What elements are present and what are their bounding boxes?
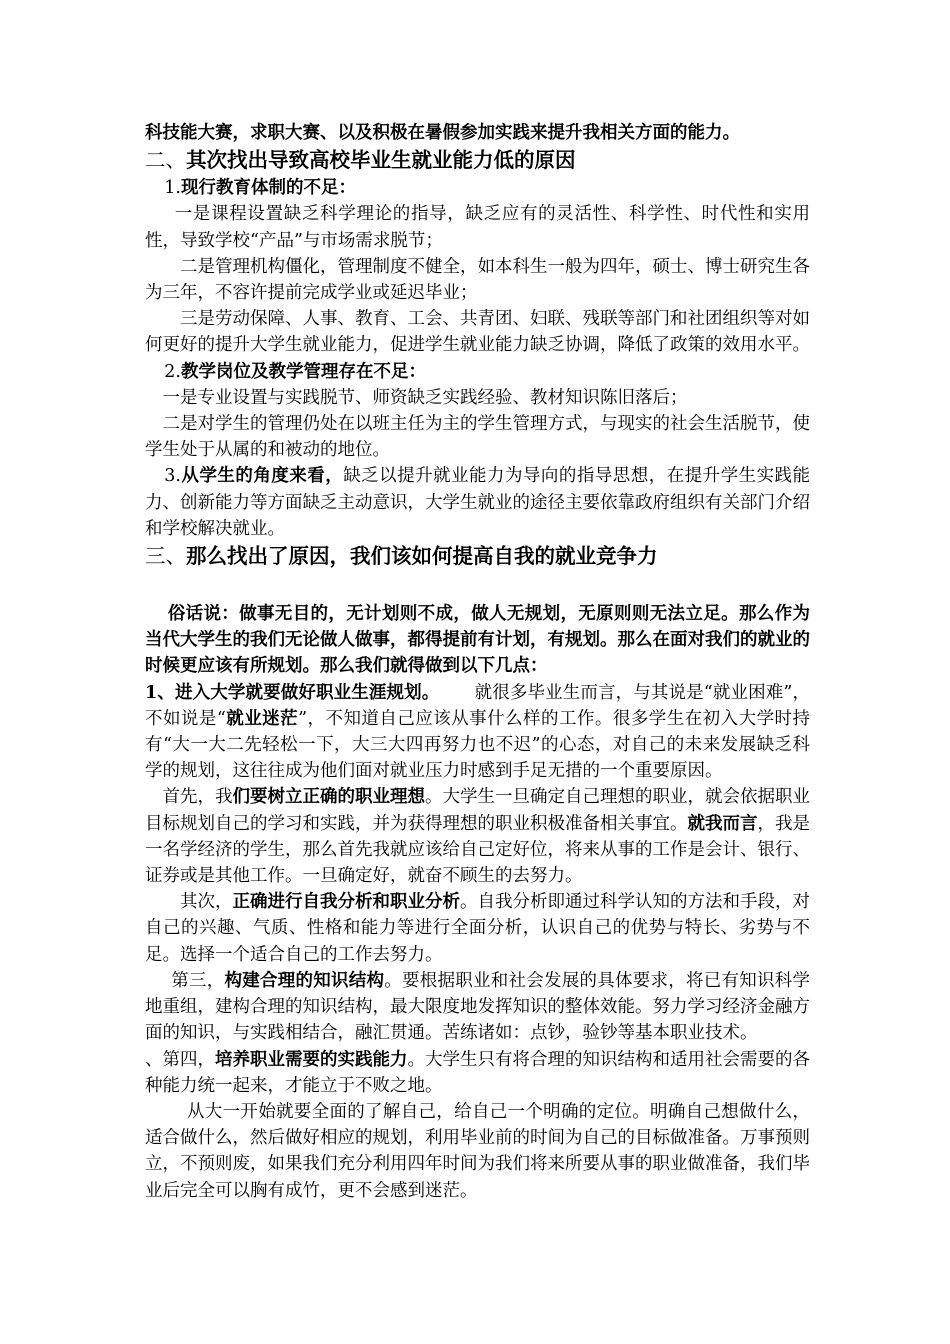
blank-line [145, 571, 810, 601]
section-3-heading [145, 542, 810, 571]
section-2-heading [145, 146, 810, 175]
section-3-number: 三、 [145, 544, 186, 569]
third-emphasis: 构建合理的知识结构 [224, 970, 385, 991]
first-paragraph [145, 784, 810, 889]
point-1-text-a: 就很多毕业生而言，与其说是“就业困难”，不如说是“ [145, 682, 810, 729]
second-emphasis: 正确进行自我分析和职业分析 [232, 892, 460, 913]
first-emphasis-b: 就我而言 [687, 813, 758, 834]
fourth-text-b: 。大学生只有将合理的知识结构和适用社会需要的各种能力统一起来，才能立于不败之地。 [145, 1049, 810, 1096]
third-paragraph [145, 968, 810, 1047]
section-3-title: 那么找出了原因，我们该如何提高自我的就业竞争力 [186, 544, 658, 569]
second-text-b: 。自我分析即通过科学认知的方法和手段，对自己的兴趣、气质、性格和能力等进行全面分析，认识自己的优势与特长、劣势与不足。选择一个适合自己的工作去努力。 [145, 892, 810, 965]
paragraph-2-1-c: 三是劳动保障、人事、教育、工会、共青团、妇联、残联等部门和社团组织等对如何更好的提升大学生就业能力，促进学生就业能力缺乏协调，降低了政策的效用水平。 [145, 309, 810, 356]
first-text-a: 首先，我 [162, 787, 233, 808]
second-text-a: 其次， [180, 892, 233, 913]
subsection-2-3-title: 从学生的角度来看， [180, 466, 344, 487]
continuation-paragraph: 科技能大赛，求职大赛、以及积极在暑假参加实践来提升我相关方面的能力。 [145, 123, 740, 143]
subsection-2-2-number: 2. [164, 361, 181, 382]
subsection-2-3-number: 3. [164, 466, 181, 487]
paragraph-2-2-b: 二是对学生的管理仍处在以班主任为主的学生管理方式，与现实的社会生活脱节，使学生处于从属的和被动的地位。 [145, 414, 810, 461]
first-text-c: ，我是一名学经济的学生，那么首先我就应该给自己定好位，将来从事的工作是会计、银行、证券或是其他工作。一旦确定好，就奋不顾生的去努力。 [145, 813, 810, 887]
first-emphasis-a: 们要树立正确的职业理想 [232, 787, 425, 808]
point-1-emphasis: 就业迷茫 [225, 708, 299, 729]
point-1-paragraph [145, 680, 810, 785]
subsection-2-1-number: 1. [164, 178, 181, 199]
paragraph-2-1-b: 二是管理机构僵化，管理制度不健全，如本科生一般为四年，硕士、博士研究生各为三年，不容许提前完成学业或延迟毕业； [145, 256, 810, 304]
fourth-text-a: 、第四， [145, 1049, 215, 1070]
paragraph-2-2-a: 一是专业设置与实践脱节、师资缺乏实践经验、教材知识陈旧落后； [162, 387, 688, 408]
section-2-title: 其次找出导致高校毕业生就业能力低的原因 [186, 148, 576, 173]
point-1-lead: 1、进入大学就要做好职业生涯规划。 [145, 682, 440, 703]
subsection-2-3-paragraph [145, 463, 810, 542]
point-1-text-b: ”，不知道自己应该从事什么样的工作。很多学生在初入大学时持有“大一大二先轻松一下，大三大四再努力也不迟”的心态，对自己的未来发展缺乏科学的规划，这往往成为他们面对就业压力时感到手足无措的一个重要原因。 [145, 708, 810, 782]
document-body [145, 120, 810, 1204]
third-text-a: 第三， [171, 970, 225, 991]
first-text-b: 。大学生一旦确定自己理想的职业，就会依据职业目标规划自己的学习和实践，并为获得理想的职业积极准备相关事宜。 [145, 787, 810, 834]
paragraph-2-1-a: 一是课程设置缺乏科学理论的指导，缺乏应有的灵活性、科学性、时代性和实用性，导致学校“产品”与市场需求脱节； [145, 204, 810, 251]
section-2-number: 二、 [145, 148, 186, 173]
second-paragraph [145, 889, 810, 968]
fourth-emphasis: 培养职业需要的实践能力 [215, 1049, 408, 1070]
intro-paragraph: 俗话说：做事无目的，无计划则不成，做人无规划，无原则则无法立足。那么作为当代大学生的我们无论做人做事，都得提前有计划，有规划。那么在面对我们的就业的时候更应该有所规划。那么我们就得做到以下几点： [145, 604, 810, 677]
subsection-2-2-title: 教学岗位及教学管理存在不足： [180, 361, 426, 382]
subsection-2-2-heading [145, 359, 810, 385]
closing-paragraph: 从大一开始就要全面的了解自己，给自己一个明确的定位。明确自己想做什么，适合做什么，然后做好相应的规划，利用毕业前的时间为自己的目标做准备。万事预则立，不预则废，如果我们充分利用四年时间为我们将来所要从事的职业做准备，我们毕业后完全可以胸有成竹，更不会感到迷茫。 [145, 1101, 810, 1201]
subsection-2-3-text: 缺乏以提升就业能力为导向的指导思想，在提升学生实践能力、创新能力等方面缺乏主动意识，大学生就业的途径主要依靠政府组织有关部门介绍和学校解决就业。 [145, 466, 811, 539]
subsection-2-1-heading [145, 175, 810, 201]
fourth-paragraph [145, 1047, 810, 1099]
subsection-2-1-title: 现行教育体制的不足： [180, 178, 356, 199]
third-text-b: 。要根据职业和社会发展的具体要求，将已有知识科学地重组，建构合理的知识结构，最大限度地发挥知识的整体效能。努力学习经济金融方面的知识，与实践相结合，融汇贯通。苦练诸如：点钞，验钞等基本职业技术。 [145, 970, 810, 1044]
